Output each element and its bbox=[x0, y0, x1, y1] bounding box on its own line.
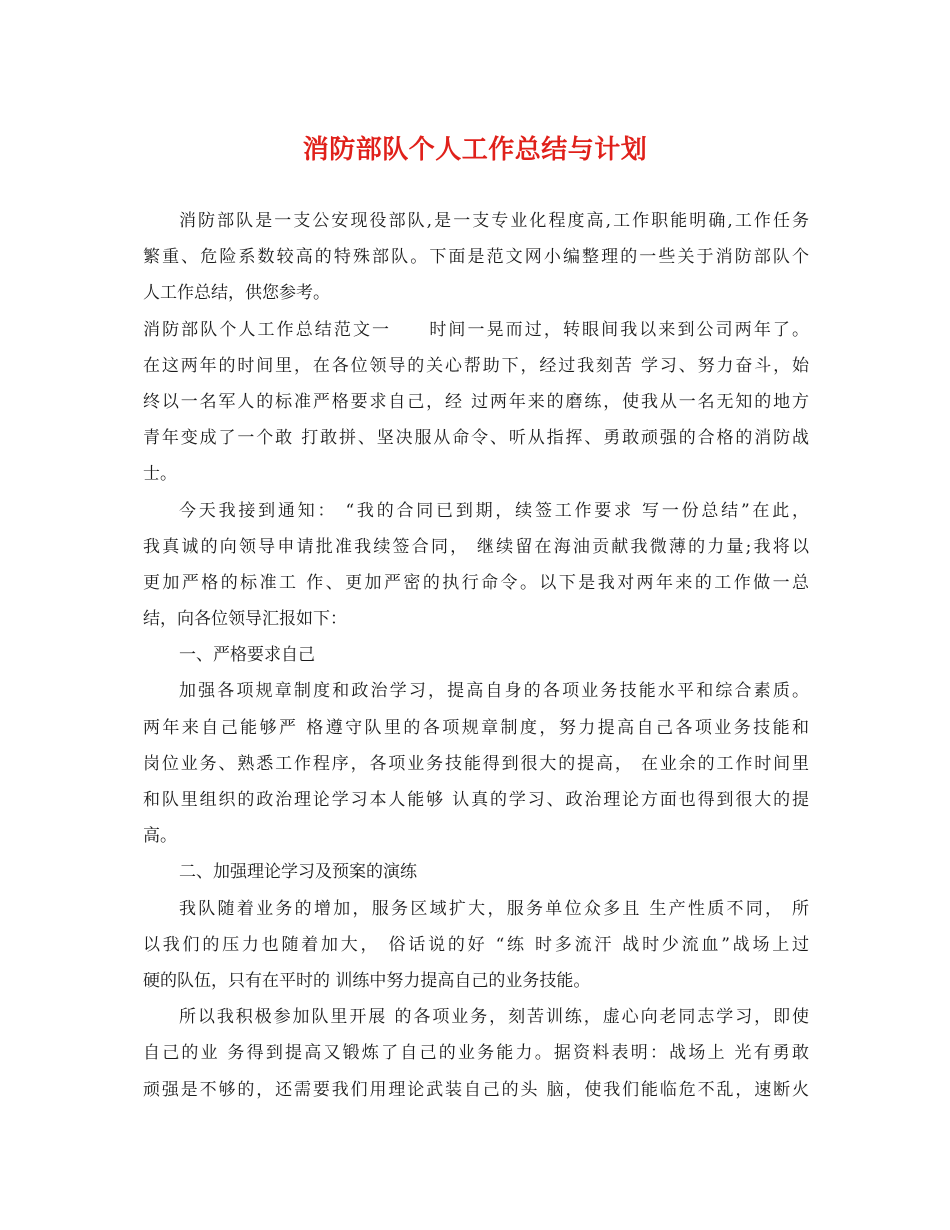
text-line: 人工作总结，供您参考。 bbox=[143, 283, 330, 304]
text-line: 加强各项规章制度和政治学习，提高自身的各项业务技能水平和综合素质。 bbox=[179, 681, 809, 702]
text-line: 我队随着业务的增加，服务区域扩大，服务单位众多且 生产性质不同， 所 bbox=[179, 898, 809, 919]
text-line: 以我们的压力也随着加大， 俗话说的好 “练 时多流汗 战时少流血”战场上过 bbox=[143, 934, 809, 955]
text-line: 和队里组织的政治理论学习本人能够 认真的学习、政治理论方面也得到很大的提 bbox=[143, 790, 809, 810]
document-title: 消防部队个人工作总结与计划 bbox=[302, 135, 648, 165]
text-line: 自己的业 务得到提高又锻炼了自己的业务能力。据资料表明：战场上 光有勇敢 bbox=[143, 1043, 809, 1064]
text-line: 更加严格的标准工 作、更加严密的执行命令。以下是我对两年来的工作做一总 bbox=[143, 572, 809, 593]
text-line: 所以我积极参加队里开展 的各项业务，刻苦训练，虚心向老同志学习，即使 bbox=[179, 1007, 809, 1028]
text-line: 消防部队个人工作总结范文一 时间一晃而过，转眼间我以来到公司两年了。 bbox=[143, 319, 809, 340]
text-line: 一、严格要求自己 bbox=[179, 645, 315, 666]
text-line: 今天我接到通知： “我的合同已到期，续签工作要求 写一份总结”在此， bbox=[179, 500, 809, 521]
text-line: 繁重、危险系数较高的特殊部队。下面是范文网小编整理的一些关于消防部队个 bbox=[143, 247, 809, 268]
text-line: 青年变成了一个敢 打敢拼、坚决服从命令、听从指挥、勇敢顽强的合格的消防战 bbox=[143, 428, 809, 449]
text-line: 顽强是不够的，还需要我们用理论武装自己的头 脑，使我们能临危不乱，速断火 bbox=[143, 1079, 809, 1100]
text-line: 岗位业务、熟悉工作程序，各项业务技能得到很大的提高， 在业余的工作时间里 bbox=[143, 753, 809, 774]
text-line: 二、加强理论学习及预案的演练 bbox=[179, 862, 417, 883]
text-line: 终以一名军人的标准严格要求自己，经 过两年来的磨练，使我从一名无知的地方 bbox=[143, 391, 809, 412]
text-line: 士。 bbox=[143, 464, 177, 485]
text-line: 高。 bbox=[143, 826, 177, 847]
text-line: 我真诚的向领导申请批准我续签合同， 继续留在海油贡献我微薄的力量;我将以 bbox=[143, 536, 809, 557]
text-line: 消防部队是一支公安现役部队,是一支专业化程度高,工作职能明确,工作任务 bbox=[179, 211, 809, 231]
text-line: 两年来自己能够严 格遵守队里的各项规章制度，努力提高自己各项业务技能和 bbox=[143, 717, 809, 738]
text-line: 硬的队伍，只有在平时的 训练中努力提高自己的业务技能。 bbox=[143, 970, 591, 991]
document-body bbox=[143, 203, 809, 1108]
text-line: 结，向各位领导汇报如下： bbox=[143, 609, 347, 630]
text-line: 在这两年的时间里，在各位领导的关心帮助下，经过我刻苦 学习、努力奋斗，始 bbox=[143, 355, 809, 376]
